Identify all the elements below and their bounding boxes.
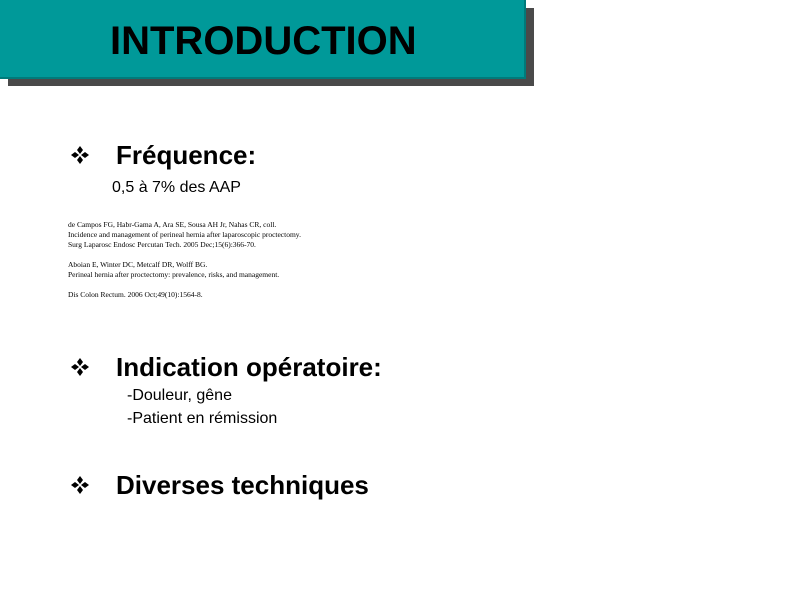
indication-item-remission: -Patient en rémission	[127, 410, 278, 427]
title-bar	[0, 0, 526, 79]
references	[68, 220, 301, 310]
indication-item-douleur: -Douleur, gêne	[127, 387, 232, 404]
slide-title: INTRODUCTION	[110, 19, 417, 63]
section-indication	[70, 352, 382, 430]
reference-1	[68, 220, 301, 250]
reference-1-authors: de Campos FG, Habr-Gama A, Ara SE, Sousa AH Jr, Nahas CR, coll.	[68, 220, 277, 229]
reference-3	[68, 290, 301, 300]
section-techniques	[70, 470, 369, 500]
bullet-row-techniques	[70, 470, 369, 500]
bullet-row-indication	[70, 352, 382, 382]
reference-1-title: Incidence and management of perineal hernia after laparoscopic proctectomy.	[68, 230, 301, 239]
reference-2-journal: Dis Colon Rectum. 2006 Oct;49(10):1564-8.	[68, 290, 203, 299]
heading-techniques: Diverses techniques	[116, 470, 369, 500]
reference-2-authors: Aboian E, Winter DC, Metcalf DR, Wolff BG.	[68, 260, 208, 269]
frequence-value: 0,5 à 7% des AAP	[112, 179, 241, 196]
heading-frequence: Fréquence:	[116, 140, 257, 170]
heading-indication: Indication opératoire:	[116, 352, 382, 382]
four-diamond-bullet-icon	[70, 357, 90, 377]
four-diamond-bullet-icon	[70, 475, 90, 495]
section-frequence	[70, 140, 256, 199]
reference-2-title: Perineal hernia after proctectomy: prevalence, risks, and management.	[68, 270, 280, 279]
indication-list	[127, 384, 382, 430]
bullet-row-frequence	[70, 140, 256, 170]
reference-2	[68, 260, 301, 280]
four-diamond-bullet-icon	[70, 145, 90, 165]
reference-1-journal: Surg Laparosc Endosc Percutan Tech. 2005 Dec;15(6):366-70.	[68, 240, 256, 249]
